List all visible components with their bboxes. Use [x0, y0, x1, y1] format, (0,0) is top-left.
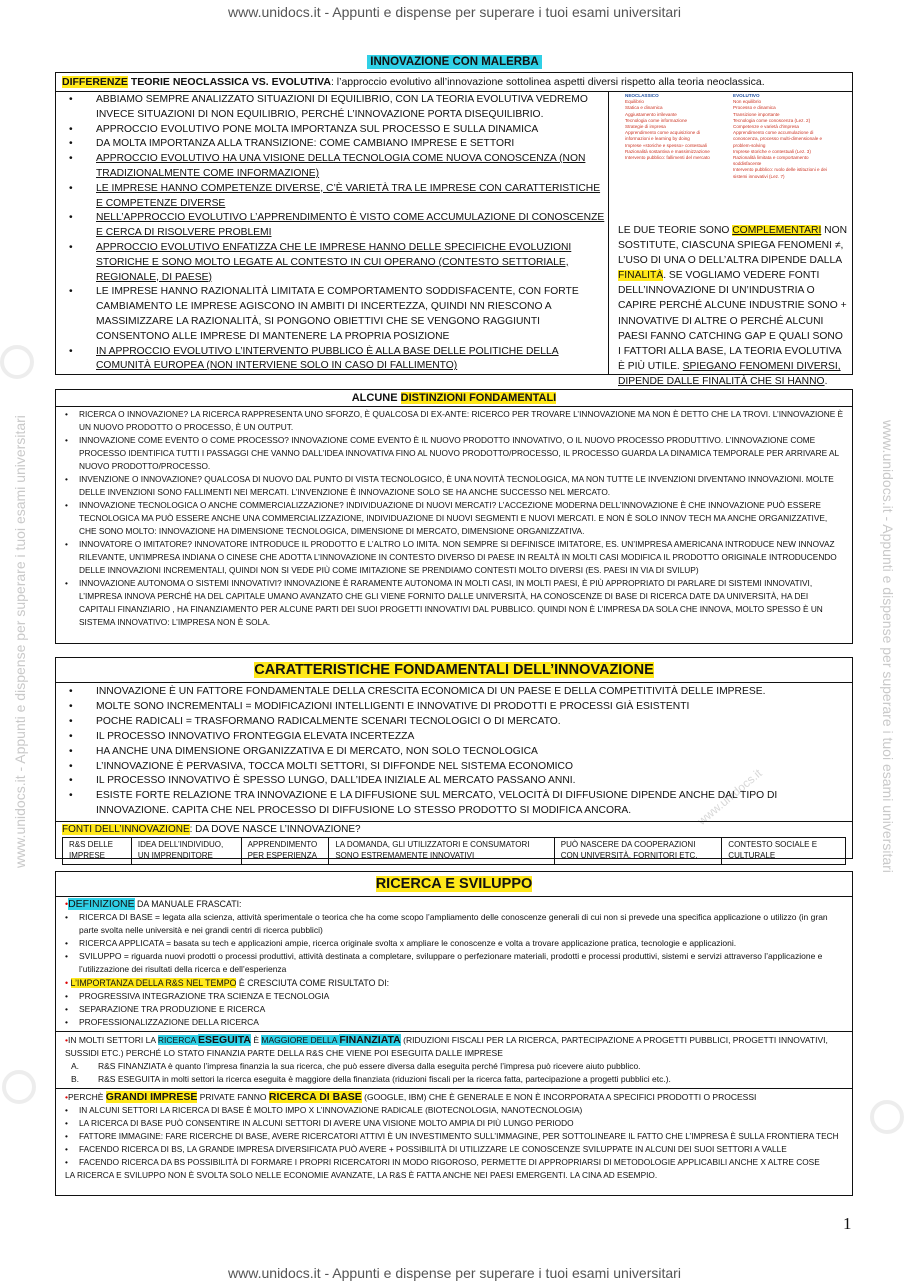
differenze-item: • IN APPROCCIO EVOLUTIVO L’INTERVENTO PUBBLICO È ALLA BASE DELLE POLITICHE DELLA COMUNITÀ EUROPEA (NON INTERVIENE SOLO IN CASO DI FALLIMENTO) [56, 345, 608, 375]
watermark-right: www.unidocs.it - Appunti e dispense per superare i tuoi esami universitari [880, 420, 896, 873]
differenze-side-panel [608, 91, 851, 387]
differenze-item: • LE IMPRESE HANNO RAZIONALITÀ LIMITATA E COMPORTAMENTO SODDISFACENTE, CON FORTE CAMBIAMENTO LE IMPRESE AGISCONO IN AMBITI DI INCERTEZZA, QUINDI NN RIESCONO A MASSIMIZZARE LA RAZIONALITÀ, SI PONGONO OBIETTIVI CHE SE VENGONO RAGGIUNTI CONSENTONO ALLE IMPRESE DI MANTENERE LA PROPRIA POSIZIONE [56, 285, 608, 344]
comparison-table-cell: Competenze e varietà d'impresa [733, 124, 799, 130]
watermark-diagonal: www.unidocs.it [694, 766, 765, 828]
differenze-item: • ABBIAMO SEMPRE ANALIZZATO SITUAZIONI DI EQUILIBRIO, CON LA TEORIA EVOLUTIVA VEDREMO INVECE SITUAZIONI DI NON EQUILIBRIO, PERCHÉ L’INNOVAZIONE PORTA DISEQUILIBRIO. [56, 93, 608, 123]
ricerca-paesi-emergenti: LA RICERCA E SVILUPPO NON È SVOLTA SOLO NELLE ECONOMIE AVANZATE, LA R&S È FATTA ANCHE NEI PAESI EMERGENTI. LA CINA AD ESEMPIO. [65, 1170, 658, 1180]
comparison-table-cell: Non equilibrio [733, 99, 762, 105]
distinzione-item: • INNOVATORE O IMITATORE? INNOVATORE INTRODUCE IL PRODOTTO E L’ALTRO LO IMITA. NON SEMPRE SI DEFINISCE IMITATORE, ES. UN’IMPRESA AMERICANA INTRODUCE NEW INNOVAZ RILEVANTE, UN’IMPRESA INDIANA O CINESE CHE ADOTTA L’INNOVAZIONE IN CONTESTO DIVERSO DI PAESE IN REALTÀ IN MOLTI CASI MODIFICA IL PRODOTTO ORIGINALE INTRODUCENDO DELLE INNOVAZIONI INCREMENTALI, QUINDI NON SI VEDE PIÙ COME IMITAZIONE SE PRENDIAMO CONTESTI MOLTO DIVERSI (ES. PAESI IN VIA DI SVILUP) [56, 538, 852, 577]
section-differenze-header: DIFFERENZE TEORIE NEOCLASSICA VS. EVOLUTIVA: l’approccio evolutivo all’innovazione sottolinea aspetti diversi rispetto alla teoria neoclassica. [56, 73, 852, 92]
differenze-item: • NELL’APPROCCIO EVOLUTIVO L’APPRENDIMENTO È VISTO COME ACCUMULAZIONE DI CONOSCENZE E CERCA DI RISOLVERE PROBLEMI [56, 211, 608, 241]
distinzione-item: • RICERCA O INNOVAZIONE? LA RICERCA RAPPRESENTA UNO SFORZO, È QUALCOSA DI EX-ANTE: RICERCO PER TROVARE L’INNOVAZIONE MA NON È DETTO CHE LA TROVI. L’INNOVAZIONE È UN NUOVO PRODOTTO O PROCESSO, È UN OUTPUT. [56, 408, 852, 434]
caratteristica-item: • L’INNOVAZIONE È PERVASIVA, TOCCA MOLTI SETTORI, SI DIFFONDE NEL SISTEMA ECONOMICO [56, 760, 852, 775]
comparison-table-cell: Apprendimento come accumulazione di conoscenza, processo multi-dimensionale e problem-solving [733, 130, 823, 148]
section-differenze [55, 72, 853, 387]
grandi-imprese-item: • LA RICERCA DI BASE PUÒ CONSENTIRE IN ALCUNI SETTORI DI AVERE UNA VISIONE MOLTO AMPIA DI PIÙ LUNGO PERIODO [56, 1117, 852, 1130]
importanza-item: • PROGRESSIVA INTEGRAZIONE TRA SCIENZA E TECNOLOGIA [56, 990, 852, 1003]
fonti-cell: LA DOMANDA, GLI UTILIZZATORI E CONSUMATORI SONO ESTREMAMENTE INNOVATIVI [328, 838, 553, 864]
eseguita-finanziata-block: •IN MOLTI SETTORI LA RICERCA ESEGUITA È MAGGIORE DELLA FINANZIATA (RIDUZIONI FISCALI PER LA RICERCA, PARTECIPAZIONE A PROGETTI PUBBLICI, PROGETTI INNOVATIVI, SUSSIDI ETC.) PERCHÉ LO STATO FINANZIA PARTE DELLA R&S CHE VIENE POI ESEGUITA DALLE IMPRESE A. R&S FINANZIATA è quanto l’impresa finanzia la sua ricerca, che può essere diversa dalla eseguita perché l’impresa può ricevere aiuto pubblico. B. R&S ESEGUITA in molti settori la ricerca eseguita è maggiore della finanziata (riduzioni fiscali per la ricerca fatta, partecipazione a progetti pubblici etc.). [56, 1031, 852, 1089]
rs-type-item [56, 1060, 852, 1073]
differenze-list [56, 91, 608, 374]
comparison-table-cell: Processo e dinamica [733, 105, 776, 111]
comparison-table-cell: Tecnologia come conoscenza (Lez. 2) [733, 117, 811, 123]
differenze-item: • APPROCCIO EVOLUTIVO HA UNA VISIONE DELLA TECNOLOGIA COME NUOVA CONOSCENZA (NON TRADIZIONALMENTE COME INFORMAZIONE) [56, 152, 608, 182]
importanza-item: • PROFESSIONALIZZAZIONE DELLA RICERCA [56, 1016, 852, 1029]
page-title: INNOVAZIONE CON MALERBA [0, 56, 909, 68]
caratteristica-item: • IL PROCESSO INNOVATIVO FRONTEGGIA ELEVATA INCERTEZZA [56, 730, 852, 745]
complementary-note: LE DUE TEORIE SONO COMPLEMENTARI NON SOSTITUTE, CIASCUNA SPIEGA FENOMENI ≠, L’USO DI UNA O DELL’ALTRA DIPENDE DALLA FINALITÀ. SE VOGLIAMO VEDERE FONTI DELL’INNOVAZIONE DI UN’INDUSTRIA O CAPIRE PERCHÉ ALCUNE INDUSTRIE SONO + INNOVATIVE DI ALTRE O PERCHÉ ALCUNI PAESI FANNO CATCHING GAP E QUALI SONO I FATTORI ALLA BASE, LA TEORIA EVOLUTIVA È PIÙ UTILE. SPIEGANO FENOMENI DIVERSI, DIPENDE DALLE FINALITÀ CHE SI HANNO. [618, 225, 848, 387]
comparison-table-cell: Imprese «storiche e spesso» contestuali [625, 142, 707, 148]
section-ricerca-title: RICERCA E SVILUPPO [56, 872, 852, 897]
comparison-table-cell: Apprendimento come acquisizione di informazioni e learning by doing [625, 130, 701, 142]
importanza-label: • L’IMPORTANZA DELLA R&S NEL TEMPO È CRESCIUTA COME RISULTATO DI: [65, 978, 390, 988]
caratteristica-item: • HA ANCHE UNA DIMENSIONE ORGANIZZATIVA E DI MERCATO, NON SOLO TECNOLOGICA [56, 745, 852, 760]
definizione-item: • SVILUPPO = riguarda nuovi prodotti o processi produttivi, attività destinata a completare, sviluppare o perfezionare materiali, prodotti e processi produttivi, sistemi e servizi attraverso l’applicazione e l’utilizzazione dei risultati della ricerca e dell’esperienza [56, 950, 852, 976]
distinzione-item: • INNOVAZIONE COME EVENTO O COME PROCESSO? INNOVAZIONE COME EVENTO È IL NUOVO PRODOTTO INNOVATIVO, O IL NUOVO PROCESSO PRODUTTIVO. L’INNOVAZIONE COME PROCESSO IDENTIFICA TUTTI I PASSAGGI CHE VANNO DALL’IDEA INNOVATIVA FINO AL NUOVO PRODOTTO/PROCESSO, IL PROCESSO GUARDA LA DINAMICA TEMPORALE PER ARRIVARE AL NUOVO PRODOTTO/PROCESSO. [56, 434, 852, 473]
unidocs-logo-icon [2, 1070, 36, 1104]
comparison-table-cell: Transizione importante [733, 111, 780, 117]
rs-type-text: R&S ESEGUITA in molti settori la ricerca eseguita è maggiore della finanziata (riduzioni fiscali per la ricerca fatta, partecipazione a progetti pubblici etc.). [98, 1074, 671, 1084]
caratteristica-item: • INNOVAZIONE È UN FATTORE FONDAMENTALE DELLA CRESCITA ECONOMICA DI UN PAESE E DELLA COMPETITIVITÀ DELLE IMPRESE. [56, 685, 852, 700]
comparison-table-cell: Strategie di impresa [625, 124, 666, 130]
section-ricerca-sviluppo [55, 871, 853, 1196]
comparison-table-cell: Razionalità limitata e comportamento soddisfacente [733, 155, 809, 167]
definizione-item: • RICERCA DI BASE = legata alla scienza, attività sperimentale o teorica che ha come scopo l’ampliamento delle conoscenze generali di cui non si prevede una specifica applicazione o utilizzo (in gran parte svolta nelle università e nei grandi centri di ricerca pubblici) [56, 911, 852, 937]
distinzione-item: • INVENZIONE O INNOVAZIONE? QUALCOSA DI NUOVO DAL PUNTO DI VISTA TECNOLOGICO, È UNA NOVITÀ TECNOLOGICA, MA NON TUTTE LE INVENZIONI DIVENTANO INNOVAZIONI. MOLTE DELLE INVENZIONI SONO FALLIMENTI NEI MERCATI. L’INVENZIONE È INNOVAZIONE SOLO SE HA ANCHE SUCCESSO NEL MERCATO. [56, 473, 852, 499]
fonti-cell: APPRENDIMENTO PER ESPERIENZA [241, 838, 329, 864]
rs-type-number: B. [71, 1074, 80, 1084]
fonti-cell: CONTESTO SOCIALE E CULTURALE [721, 838, 845, 864]
watermark-bottom: www.unidocs.it - Appunti e dispense per superare i tuoi esami universitari [228, 1265, 681, 1281]
differenze-item: • DA MOLTA IMPORTANZA ALLA TRANSIZIONE: COME CAMBIANO IMPRESE E SETTORI [56, 137, 608, 152]
comparison-table-cell: Intervento pubblico: ruolo delle istituzioni e dei sistemi innovativi (Lez. 7) [733, 167, 827, 179]
comparison-table-cell: Statica e dinamica [625, 105, 663, 111]
fonti-cell: R&S DELLE IMPRESE [69, 840, 114, 861]
comparison-table-cell: Aggiustamento irrilevante [625, 111, 677, 117]
differenze-item: • APPROCCIO EVOLUTIVO PONE MOLTA IMPORTANZA SUL PROCESSO E SULLA DINAMICA [56, 123, 608, 138]
importanza-item: • SEPARAZIONE TRA PRODUZIONE E RICERCA [56, 1003, 852, 1016]
section-distinzioni [55, 389, 853, 644]
fonti-cell: PUÒ NASCERE DA COOPERAZIONI CON UNIVERSITÀ, FORNITORI ETC. [554, 838, 722, 864]
rs-type-number: A. [71, 1061, 80, 1071]
grandi-imprese-header: •PERCHÈ GRANDI IMPRESE PRIVATE FANNO RICERCA DI BASE (GOOGLE, IBM) CHE È GENERALE E NON È INCORPORATA A SPECIFICI PRODOTTI O PROCESSI [65, 1091, 757, 1103]
rs-type-item [56, 1073, 852, 1086]
definizione-label: •DEFINIZIONE DA MANUALE FRASCATI: [65, 898, 242, 910]
unidocs-logo-icon [870, 1100, 904, 1134]
caratteristica-item: • POCHE RADICALI = TRASFORMANO RADICALMENTE SCENARI TECNOLOGICI O DI MERCATO. [56, 715, 852, 730]
section-caratteristiche [55, 657, 853, 859]
caratteristica-item: • ESISTE FORTE RELAZIONE TRA INNOVAZIONE E LA DIFFUSIONE SUL MERCATO, VELOCITÀ DI DIFFUSIONE DIPENDE ANCHE DAL TIPO DI INNOVAZIONE. CAPITA CHE NEL PROCESSO DI DIFFUSIONE LO STESSO PRODOTTO SI MODIFICA ANCORA. [56, 789, 852, 819]
grandi-imprese-item: • IN ALCUNI SETTORI LA RICERCA DI BASE È MOLTO IMPO X L’INNOVAZIONE RADICALE (BIOTECNOLOGIA, NANOTECNOLOGIA) [56, 1104, 852, 1117]
grandi-imprese-item: • FATTORE IMMAGINE: FARE RICERCHE DI BASE, AVERE RICERCATORI ATTIVI È UN INVESTIMENTO SULL’IMMAGINE, PER SOTTOLINEARE IL FATTO CHE L’IMPRESA È SULLA FRONTIERA TECH [56, 1130, 852, 1143]
caratteristica-item: • IL PROCESSO INNOVATIVO È SPESSO LUNGO, DALL’IDEA INIZIALE AL MERCATO PASSANO ANNI. [56, 774, 852, 789]
comparison-table-cell: Tecnologia come informazione [625, 117, 688, 123]
fonti-header: FONTI DELL’INNOVAZIONE: DA DOVE NASCE L’INNOVAZIONE? [56, 821, 852, 837]
grandi-imprese-item: • FACENDO RICERCA DI BS, LA GRANDE IMPRESA DIVERSIFICATA PUÒ AVERE + POSSIBILITÀ DI UTILIZZARE LE CONOSCENZE SVILUPPATE IN ALCUNI DEI SUOI SETTORI A VALLE [56, 1143, 852, 1156]
definizione-item: • RICERCA APPLICATA = basata su tech e applicazioni ampie, ricerca originale svolta x ampliare le conoscenze e volta a trovare applicazione pratica, tecnologie e applicazioni. [56, 937, 852, 950]
page-number: 1 [843, 1214, 852, 1233]
rs-type-text: R&S FINANZIATA è quanto l’impresa finanzia la sua ricerca, che può essere diversa dalla eseguita perché l’impresa può ricevere aiuto pubblico. [98, 1061, 641, 1071]
differenze-item: • LE IMPRESE HANNO COMPETENZE DIVERSE, C’È VARIETÀ TRA LE IMPRESE CON CARATTERISTICHE E COMPETENZE DIVERSE [56, 182, 608, 212]
differenze-item: • APPROCCIO EVOLUTIVO ENFATIZZA CHE LE IMPRESE HANNO DELLE SPECIFICHE EVOLUZIONI STORICHE E SONO MOLTO LEGATE AL CONTESTO IN CUI OPERANO (CONTESTO SETTORIALE, REGIONALE, DI PAESE) [56, 241, 608, 285]
distinzione-item: • INNOVAZIONE AUTONOMA O SISTEMI INNOVATIVI? INNOVAZIONE È RARAMENTE AUTONOMA IN MOLTI CASI, IN MOLTI PAESI, È PIÙ APPROPRIATO DI PARLARE DI SISTEMI INNOVATIVI, L’IMPRESA INNOVA PERCHÉ HA DEL CAPITALE UMANO AVANZATO CHE GLI VIENE FORNITO DALLE UNIVERSITÀ, HA CONOSCENZE DI BASE DI RICERCA DATE DA UNIVERSITÀ, HA DEI CAPITALI FINANZIARIO , HA FINANZIAMENTO PER ALCUNE PARTI DEI SUOI PROGETTI INNOVATIVI DAL PUBBLICO. QUINDI NON È L’IMPRESA DA SOLA CHE INNOVA, MOLTO SPESSO È UN SISTEMA INNOVATIVO: L’IMPRESA NON È SOLA. [56, 577, 852, 629]
watermark-left: www.unidocs.it - Appunti e dispense per superare i tuoi esami universitari [12, 415, 28, 868]
comparison-table-image: NEOCLASSICO Equilibrio Statica e dinamica Aggiustamento irrilevante Tecnologia come informazione Strategie di impresa Apprendimento come acquisizione di informazioni e learning by doing Imprese «storiche e spesso» contestuali Razionalità sostantiva e massimizzazione Intervento pubblico: fallimenti del mercato EVOLUTIVO Non equilibrio Processo e dinamica Transizione importante Tecnologia come conoscenza (Lez. 2) Competenze e varietà d'impresa Apprendimento come accumulazione di conoscenza, processo multi-dimensionale e problem-solving Imprese storiche e contestuali (Lez. 3) Razionalità limitata e comportamento soddisfacente Intervento pubblico: ruolo delle istituzioni e dei sistemi innovativi (Lez. 7) [625, 93, 845, 205]
grandi-imprese-item: • FACENDO RICERCA DA BS POSSIBILITÀ DI FORMARE I PROPRI RICERCATORI IN MODO RIGOROSO, PERMETTE DI APPROPRIARSI DI METODOLOGIE APPLICABILI ANCHE X ALTRE COSE [56, 1156, 852, 1169]
comparison-table-cell: Razionalità sostantiva e massimizzazione [625, 148, 710, 154]
unidocs-logo-icon [0, 345, 34, 379]
fonti-table [62, 837, 846, 865]
watermark-top: www.unidocs.it - Appunti e dispense per superare i tuoi esami universitari [228, 4, 681, 20]
comparison-table-cell: Intervento pubblico: fallimenti del mercato [625, 155, 710, 161]
comparison-table-cell: Equilibrio [625, 99, 644, 105]
section-caratteristiche-title: CARATTERISTICHE FONDAMENTALI DELL’INNOVAZIONE [56, 658, 852, 683]
fonti-cell: IDEA DELL’INDIVIDUO, UN IMPRENDITORE [131, 838, 241, 864]
section-distinzioni-title: ALCUNE DISTINZIONI FONDAMENTALI [56, 390, 852, 407]
distinzione-item: • INNOVAZIONE TECNOLOGICA O ANCHE COMMERCIALIZZAZIONE? INDIVIDUAZIONE DI NUOVI MERCATI? L’ACCEZIONE MODERNA DELL’INNOVAZIONE È CHE INNOVAZIONE PUÒ ESSERE TECNOLOGICA MA PUÒ ESSERE ANCHE UNA COMMERCIALIZZAZIONE, INDIVIDUAZIONE DI NUOVI SEGMENTI E NUOVI MERCATI. E NON È SOLO INNOV TECH MA ANCHE ORGANIZZATIVE, CHE SONO MOLTO: INNOVAZIONE HA DIMENSIONE TECNOLOGICA, DIMENSIONE DI MERCATO, DIMENSIONE ORGANIZZATIVA. [56, 499, 852, 538]
comparison-table-cell: Imprese storiche e contestuali (Lez. 3) [733, 148, 811, 154]
caratteristica-item: • MOLTE SONO INCREMENTALI = MODIFICAZIONI INTELLIGENTI E INNOVATIVE DI PRODOTTI E PROCESSI GIÀ ESISTENTI [56, 700, 852, 715]
